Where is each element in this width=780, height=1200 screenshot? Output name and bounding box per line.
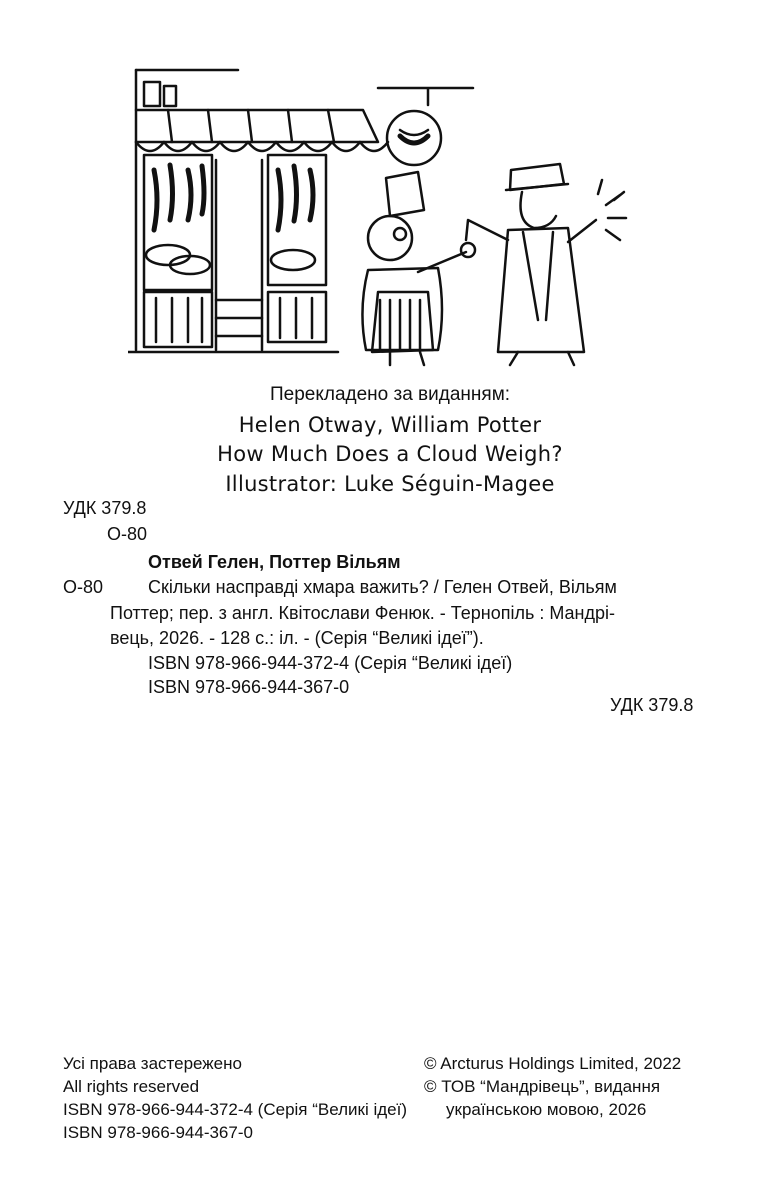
original-title: How Much Does a Cloud Weigh? <box>217 442 563 466</box>
illustration-svg <box>128 60 628 370</box>
rights-reserved-en: All rights reserved <box>63 1077 200 1096</box>
footer-isbn-book: ISBN 978-966-944-367-0 <box>63 1123 253 1142</box>
author-mark-top: О-80 <box>107 524 148 544</box>
footer-isbn-series: ISBN 978-966-944-372-4 (Серія “Великі ідеї) <box>63 1100 408 1119</box>
catalog-description-3: вець, 2026. - 128 с.: іл. - (Серія “Великі ідеї”). <box>110 628 484 648</box>
original-authors: Helen Otway, William Potter <box>238 413 542 437</box>
udk-code-bottom: УДК 379.8 <box>610 695 694 715</box>
udk-code-top: УДК 379.8 <box>63 498 147 518</box>
author-mark-side: О-80 <box>63 577 104 597</box>
catalog-isbn-series: ISBN 978-966-944-372-4 (Серія “Великі ідеї) <box>148 653 513 673</box>
copyright-translation-cont: українською мовою, 2026 <box>446 1100 647 1119</box>
original-illustrator: Illustrator: Luke Séguin-Magee <box>225 472 555 496</box>
translation-source-caption: Перекладено за виданням: <box>269 384 511 405</box>
footer-right <box>424 1052 681 1121</box>
catalog-description-1: Скільки насправді хмара важить? / Гелен Отвей, Вільям <box>148 577 617 597</box>
rights-reserved-ua: Усі права застережено <box>63 1054 242 1073</box>
copyright-original: © Arcturus Holdings Limited, 2022 <box>424 1054 682 1073</box>
catalog-isbn-book: ISBN 978-966-944-367-0 <box>148 677 350 697</box>
cover-illustration <box>128 60 628 370</box>
footer-left <box>63 1052 407 1144</box>
catalog-description-2: Поттер; пер. з англ. Квітослави Фенюк. - Тернопіль : Мандрі- <box>110 603 615 623</box>
copyright-translation: © ТОВ “Мандрівець”, видання <box>424 1077 661 1096</box>
catalog-authors-heading: Отвей Гелен, Поттер Вільям <box>148 552 401 572</box>
